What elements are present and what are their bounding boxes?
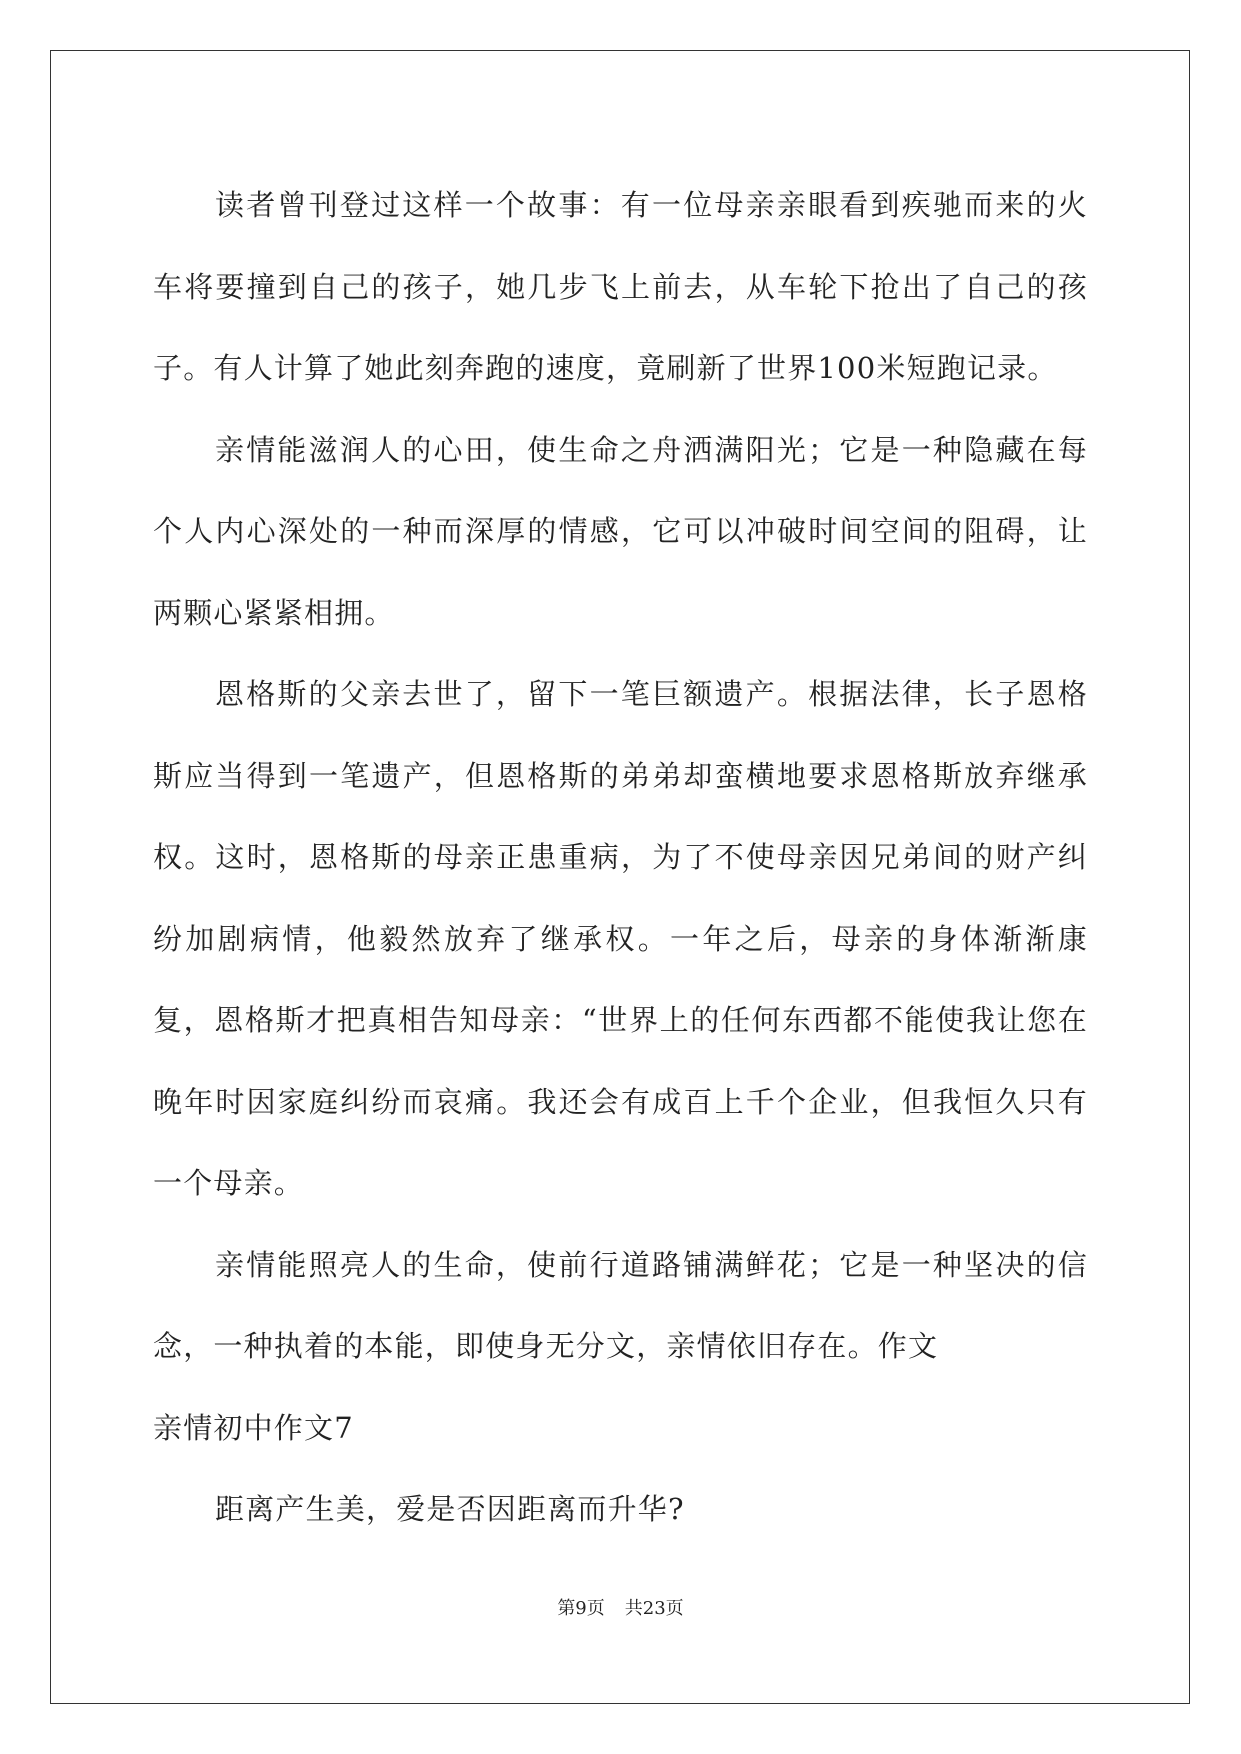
paragraph-story: 读者曾刊登过这样一个故事：有一位母亲亲眼看到疾驰而来的火车将要撞到自己的孩子，她几步飞上前去，从车轮下抢出了自己的孩子。有人计算了她此刻奔跑的速度，竟刷新了世界100米短跑记录。 — [153, 188, 1088, 385]
paragraph-nourish: 亲情能滋润人的心田，使生命之舟洒满阳光；它是一种隐藏在每个人内心深处的一种而深厚的情感，它可以冲破时间空间的阻碍，让两颗心紧紧相拥。 — [153, 432, 1088, 630]
page-number: 第9页 — [557, 1598, 605, 1619]
essay-heading: 亲情初中作文7 — [153, 1410, 354, 1445]
page-footer — [0, 1594, 1241, 1620]
document-body — [153, 165, 1088, 1551]
page-total: 共23页 — [624, 1598, 684, 1619]
paragraph-distance: 距离产生美，爱是否因距离而升华? — [215, 1492, 685, 1526]
paragraph-illuminate: 亲情能照亮人的生命，使前行道路铺满鲜花；它是一种坚决的信念，一种执着的本能，即使身无分文，亲情依旧存在。作文 — [153, 1247, 1088, 1363]
paragraph-engels: 恩格斯的父亲去世了，留下一笔巨额遗产。根据法律，长子恩格斯应当得到一笔遗产，但恩格斯的弟弟却蛮横地要求恩格斯放弃继承权。这时，恩格斯的母亲正患重病，为了不使母亲因兄弟间的财产纠纷加剧病情，他毅然放弃了继承权。一年之后，母亲的身体渐渐康复，恩格斯才把真相告知母亲：“世界上的任何东西都不能使我让您在晚年时因家庭纠纷而哀痛。我还会有成百上千个企业，但我恒久只有一个母亲。 — [153, 677, 1088, 1200]
